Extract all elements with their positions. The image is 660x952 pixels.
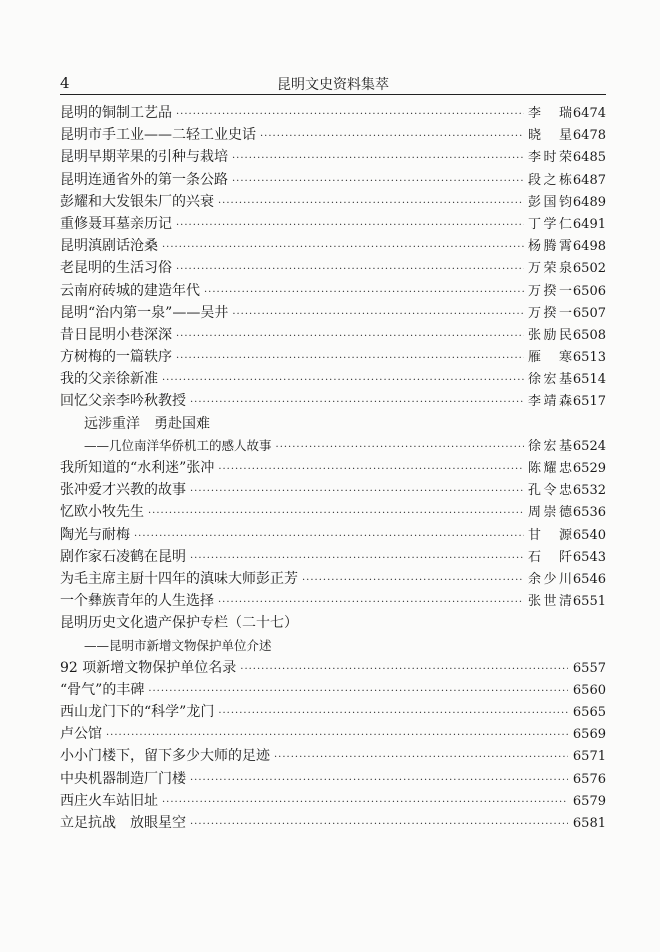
toc-entry[interactable] bbox=[60, 524, 606, 546]
entry-title: 昆明的铜制工艺品 bbox=[60, 105, 172, 121]
toc-entry[interactable] bbox=[60, 590, 606, 612]
leader-dots bbox=[176, 215, 524, 237]
entry-page: 6536 bbox=[572, 505, 606, 521]
toc-entry[interactable] bbox=[60, 213, 606, 235]
entry-author: 彭国钧 bbox=[528, 194, 572, 210]
entry-author: 徐宏基 bbox=[528, 372, 572, 388]
toc-entry[interactable] bbox=[60, 235, 606, 257]
entry-page: 6498 bbox=[572, 239, 606, 255]
entry-title: 中央机器制造厂门楼 bbox=[60, 770, 186, 787]
leader-dots bbox=[240, 659, 568, 681]
entry-title: 昔日昆明小巷深深 bbox=[60, 326, 172, 343]
entry-title: 我所知道的“水利迷”张冲 bbox=[60, 460, 215, 476]
leader-dots bbox=[176, 104, 524, 126]
entry-page: 6474 bbox=[572, 106, 606, 121]
entry-page: 6529 bbox=[572, 461, 606, 476]
toc-entry[interactable] bbox=[60, 501, 606, 523]
entry-title: 立足抗战 放眼星空 bbox=[60, 815, 186, 831]
entry-author: 张励民 bbox=[528, 327, 572, 343]
leader-dots bbox=[232, 171, 524, 193]
entry-page: 6502 bbox=[572, 261, 606, 277]
entry-title: 忆欧小牧先生 bbox=[60, 504, 144, 521]
toc-entry[interactable] bbox=[60, 146, 606, 168]
leader-dots bbox=[106, 725, 568, 747]
entry-title: 我的父亲徐新准 bbox=[60, 371, 158, 388]
toc-entry[interactable] bbox=[60, 324, 606, 346]
entry-page: 6551 bbox=[572, 594, 606, 610]
toc-entry[interactable] bbox=[60, 657, 606, 679]
leader-dots bbox=[190, 548, 524, 570]
entry-title: 西庄火车站旧址 bbox=[60, 792, 158, 809]
entry-title: 重修聂耳墓亲历记 bbox=[60, 215, 172, 232]
entry-author: 万揆一 bbox=[528, 305, 572, 321]
entry-author: 石 阡 bbox=[528, 549, 572, 565]
leader-dots bbox=[218, 459, 524, 481]
leader-dots bbox=[176, 326, 524, 348]
entry-author: 李靖森 bbox=[528, 394, 572, 410]
entry-title: 老昆明的生活习俗 bbox=[60, 260, 172, 277]
entry-author: 甘 源 bbox=[528, 527, 572, 543]
entry-author: 李 瑞 bbox=[528, 106, 572, 121]
page-number: 4 bbox=[60, 74, 70, 92]
toc-entry[interactable] bbox=[60, 124, 606, 146]
toc-entry[interactable] bbox=[60, 479, 606, 501]
entry-page: 6560 bbox=[572, 682, 606, 698]
leader-dots bbox=[162, 792, 568, 814]
toc-entry[interactable] bbox=[60, 568, 606, 590]
entry-page: 6489 bbox=[572, 194, 606, 210]
entry-author: 万荣泉 bbox=[528, 261, 572, 277]
entry-author: 晓 星 bbox=[528, 128, 572, 144]
entry-title: 西山龙门下的“科学”龙门 bbox=[60, 704, 215, 721]
entry-title: 小小门楼下，留下多少大师的足迹 bbox=[60, 748, 270, 765]
entry-page: 6491 bbox=[572, 216, 606, 232]
entry-author: 万揆一 bbox=[528, 283, 572, 299]
entry-page: 6508 bbox=[572, 327, 606, 343]
section-subtitle: ——昆明市新增文物保护单位介述 bbox=[84, 637, 272, 653]
entry-author: 李时荣 bbox=[528, 150, 572, 166]
entry-author: 徐宏基 bbox=[528, 438, 572, 454]
entry-title: 彭耀和大发银朱厂的兴衰 bbox=[60, 193, 214, 210]
entry-page: 6485 bbox=[572, 150, 606, 166]
entry-page: 6571 bbox=[572, 749, 606, 765]
entry-page: 6478 bbox=[572, 128, 606, 144]
leader-dots bbox=[190, 814, 568, 836]
entry-page: 6513 bbox=[572, 350, 606, 366]
entry-author: 孔令忠 bbox=[528, 483, 572, 499]
toc-entry[interactable] bbox=[60, 723, 606, 745]
entry-title: 昆明连通省外的第一条公路 bbox=[60, 171, 228, 188]
toc-entry[interactable] bbox=[60, 679, 606, 701]
toc-entry[interactable] bbox=[60, 546, 606, 568]
entry-title: “骨气”的丰碑 bbox=[60, 681, 145, 698]
table-of-contents bbox=[60, 102, 606, 834]
entry-subtitle: ——几位南洋华侨机工的感人故事 bbox=[84, 437, 272, 453]
leader-dots bbox=[232, 148, 524, 170]
leader-dots bbox=[274, 747, 568, 769]
entry-title: 昆明“治内第一泉”——吴井 bbox=[60, 304, 229, 321]
leader-dots bbox=[260, 126, 524, 148]
toc-entry[interactable] bbox=[60, 413, 606, 435]
toc-entry[interactable] bbox=[60, 257, 606, 279]
toc-entry[interactable] bbox=[60, 169, 606, 191]
leader-dots bbox=[148, 681, 568, 703]
leader-dots bbox=[276, 437, 524, 459]
toc-entry[interactable] bbox=[60, 457, 606, 479]
entry-author: 杨腾霄 bbox=[528, 239, 572, 255]
leader-dots bbox=[190, 770, 568, 792]
entry-page: 6543 bbox=[572, 549, 606, 565]
toc-entry[interactable] bbox=[60, 390, 606, 412]
leader-dots bbox=[232, 304, 524, 326]
leader-dots bbox=[218, 193, 524, 215]
toc-entry[interactable] bbox=[60, 191, 606, 213]
entry-page: 6540 bbox=[572, 527, 606, 543]
entry-title: 云南府砖城的建造年代 bbox=[60, 282, 200, 299]
leader-dots bbox=[148, 503, 524, 525]
leader-dots bbox=[176, 259, 524, 281]
entry-page: 6532 bbox=[572, 483, 606, 499]
toc-entry[interactable] bbox=[60, 768, 606, 790]
entry-page: 6565 bbox=[572, 705, 606, 721]
running-title: 昆明文史资料集萃 bbox=[277, 77, 389, 93]
entry-title: 为毛主席主厨十四年的滇味大师彭正芳 bbox=[60, 570, 298, 587]
leader-dots bbox=[190, 481, 524, 503]
section-subheading bbox=[60, 635, 606, 657]
entry-title: 陶光与耐梅 bbox=[60, 526, 130, 543]
toc-entry[interactable] bbox=[60, 102, 606, 124]
leader-dots bbox=[162, 370, 524, 392]
entry-author: 丁学仁 bbox=[528, 216, 572, 232]
entry-author: 张世清 bbox=[528, 594, 572, 610]
toc-entry[interactable] bbox=[60, 280, 606, 302]
entry-title: 卢公馆 bbox=[60, 726, 102, 743]
entry-author: 段之栋 bbox=[528, 172, 572, 188]
toc-entry[interactable] bbox=[60, 346, 606, 368]
entry-title: 昆明市手工业——二轻工业史话 bbox=[60, 127, 256, 144]
entry-title: 回忆父亲李吟秋教授 bbox=[60, 393, 186, 410]
entry-title: 远涉重洋 勇赴国难 bbox=[84, 415, 210, 432]
toc-entry[interactable] bbox=[60, 435, 606, 457]
entry-page: 6506 bbox=[572, 283, 606, 299]
entry-author: 余少川 bbox=[528, 571, 572, 587]
entry-page: 6524 bbox=[572, 438, 606, 454]
entry-title: 剧作家石凌鹤在昆明 bbox=[60, 548, 186, 565]
entry-title: 一个彝族青年的人生选择 bbox=[60, 593, 214, 610]
leader-dots bbox=[218, 703, 568, 725]
leader-dots bbox=[162, 237, 524, 259]
leader-dots bbox=[204, 282, 524, 304]
toc-entry[interactable] bbox=[60, 745, 606, 767]
entry-page: 6581 bbox=[572, 816, 606, 831]
entry-title: 92 项新增文物保护单位名录 bbox=[60, 659, 237, 676]
entry-page: 6517 bbox=[572, 394, 606, 410]
leader-dots bbox=[134, 526, 524, 548]
entry-page: 6487 bbox=[572, 172, 606, 188]
toc-entry[interactable] bbox=[60, 368, 606, 390]
entry-title: 张冲爱才兴教的故事 bbox=[60, 482, 186, 499]
entry-page: 6507 bbox=[572, 305, 606, 321]
entry-page: 6514 bbox=[572, 372, 606, 388]
page-header bbox=[60, 64, 606, 95]
entry-title: 昆明早期苹果的引种与栽培 bbox=[60, 149, 228, 166]
entry-author: 周崇德 bbox=[528, 505, 572, 521]
toc-entry[interactable] bbox=[60, 302, 606, 324]
entry-page: 6546 bbox=[572, 571, 606, 587]
toc-entry[interactable] bbox=[60, 812, 606, 834]
entry-author: 雁 寒 bbox=[528, 350, 572, 366]
entry-page: 6569 bbox=[572, 727, 606, 743]
leader-dots bbox=[302, 570, 524, 592]
section-title: 昆明历史文化遗产保护专栏（二十七） bbox=[60, 615, 298, 632]
entry-page: 6576 bbox=[572, 771, 606, 787]
leader-dots bbox=[218, 592, 524, 614]
entry-title: 方树梅的一篇轶序 bbox=[60, 349, 172, 366]
leader-dots bbox=[190, 392, 524, 414]
leader-dots bbox=[176, 348, 524, 370]
toc-entry[interactable] bbox=[60, 701, 606, 723]
toc-entry[interactable] bbox=[60, 790, 606, 812]
section-heading bbox=[60, 612, 606, 634]
entry-page: 6579 bbox=[572, 793, 606, 809]
entry-page: 6557 bbox=[572, 660, 606, 676]
entry-author: 陈耀忠 bbox=[528, 461, 572, 476]
entry-title: 昆明滇剧话沧桑 bbox=[60, 238, 158, 255]
